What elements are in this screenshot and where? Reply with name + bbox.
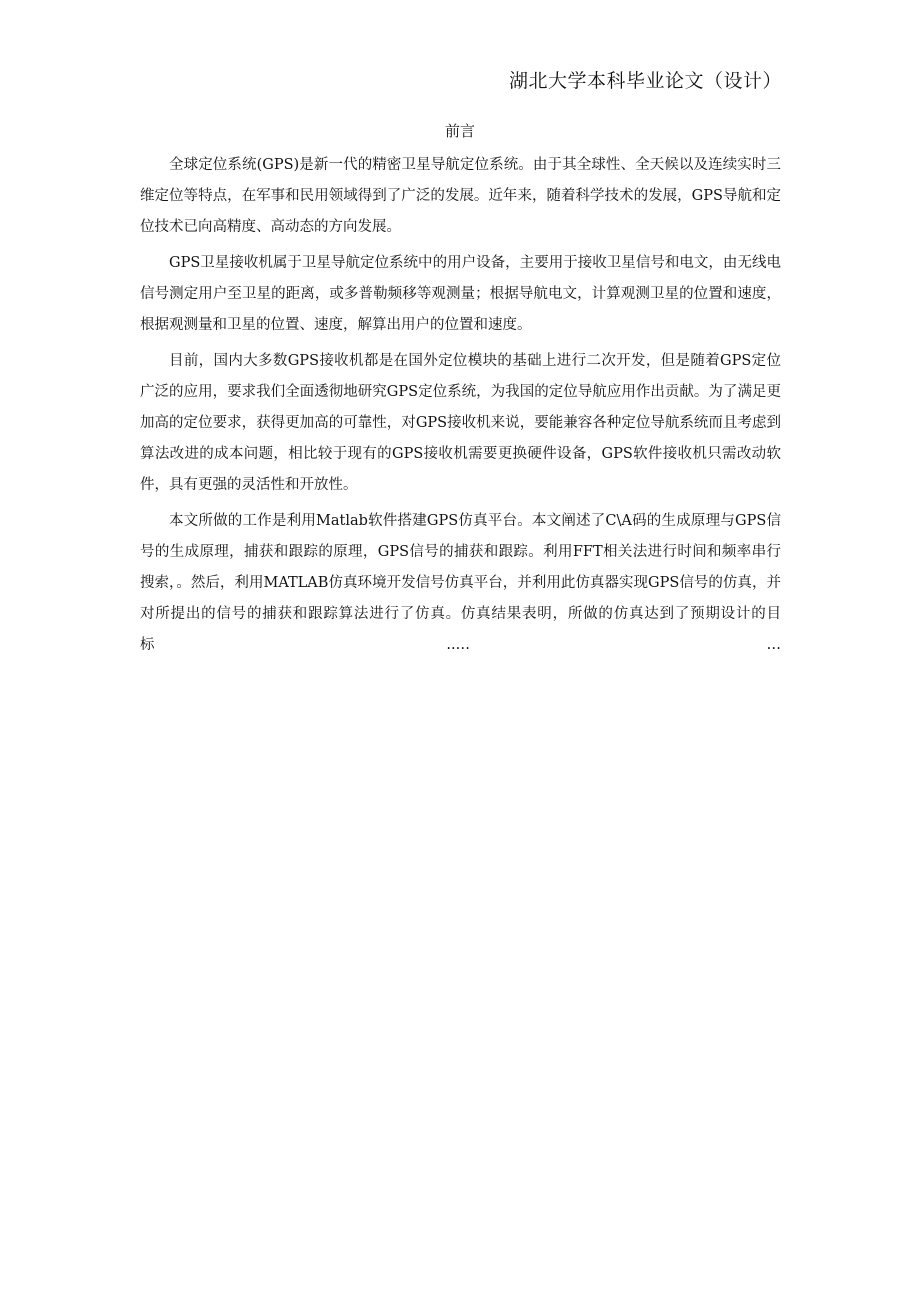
paragraph-4: 本文所做的工作是利用Matlab软件搭建GPS仿真平台。本文阐述了C\A码的生成原理与GPS信号的生成原理，捕获和跟踪的原理，GPS信号的捕获和跟踪。利用FFT相关法进行时间和频率串行搜索，。然后，利用MATLAB仿真环境开发信号仿真平台，并利用此仿真器实现GPS信号的仿真，并对所提出的信号的捕获和跟踪算法进行了仿真。仿真结果表明，所做的仿真达到了预期设计的目标..… …: [140, 513, 781, 653]
section-title: 前言: [444, 122, 475, 140]
paragraph-1: 全球定位系统(GPS)是新一代的精密卫星导航定位系统。由于其全球性、全天候以及连续实时三维定位等特点，在军事和民用领域得到了广泛的发展。近年来，随着科学技术的发展，GPS导航和定位技术已向高精度、高动态的方向发展。: [140, 157, 781, 235]
paragraph-3: 目前，国内大多数GPS接收机都是在国外定位模块的基础上进行二次开发，但是随着GPS定位广泛的应用，要求我们全面透彻地研究GPS定位系统，为我国的定位导航应用作出贡献。为了满足更加高的定位要求，获得更加高的可靠性，对GPS接收机来说，要能兼容各种定位导航系统而且考虑到算法改进的成本问题，相比较于现有的GPS接收机需要更换硬件设备，GPS软件接收机只需改动软件，具有更强的灵活性和开放性。: [140, 353, 781, 493]
running-header: 湖北大学本科毕业论文（设计）: [508, 70, 782, 92]
paragraph-2: GPS卫星接收机属于卫星导航定位系统中的用户设备，主要用于接收卫星信号和电文，由无线电信号测定用户至卫星的距离，或多普勒频移等观测量；根据导航电文，计算观测卫星的位置和速度，根据观测量和卫星的位置、速度，解算出用户的位置和速度。: [140, 255, 781, 333]
body-text: [140, 150, 781, 666]
